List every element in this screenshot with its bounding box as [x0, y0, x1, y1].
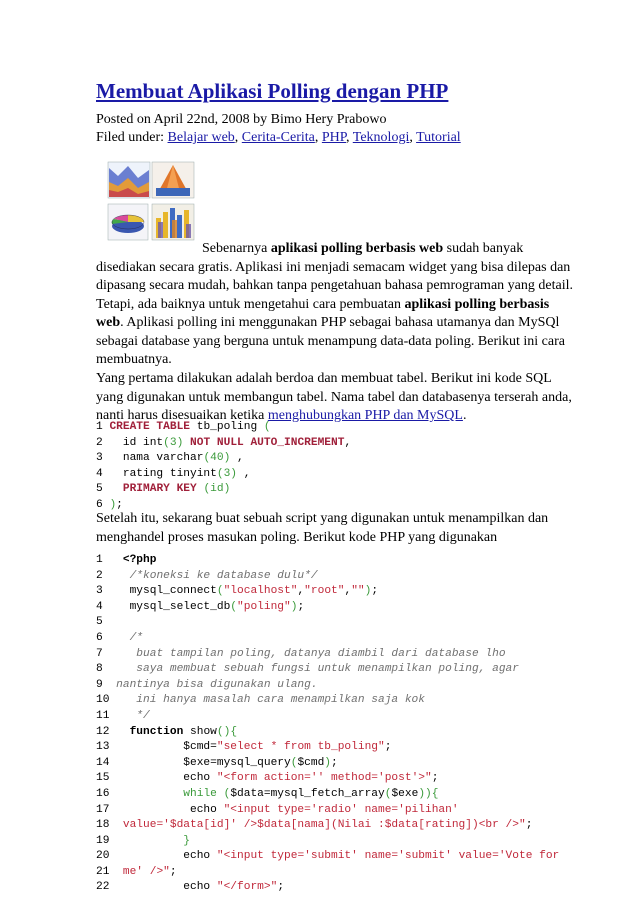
code-token: tb_poling: [190, 421, 264, 433]
code-token: "poling": [237, 600, 291, 613]
line-number: 6: [96, 498, 110, 511]
text: sudah banyak: [443, 241, 524, 256]
code-token: ,: [344, 436, 352, 449]
line-number: 19: [96, 834, 117, 847]
code-token: "root": [304, 585, 345, 598]
line-number: 4: [96, 600, 117, 613]
code-line: [96, 756, 559, 772]
code-token: ;: [525, 819, 533, 832]
category-link-belajar-web[interactable]: Belajar web: [167, 130, 235, 145]
code-token: value='$data[id]' />$data[nama](Nilai :$data[rating])<br />": [116, 819, 526, 832]
code-token: ,: [297, 585, 305, 598]
bold-text: aplikasi polling berbasis web: [270, 241, 444, 256]
code-token: ;: [169, 865, 177, 878]
code-token: /*: [116, 631, 144, 644]
para-line: Yang pertama dilakukan adalah berdoa dan membuat tabel. Berikut ini kode SQL: [96, 371, 552, 386]
code-token: [116, 554, 123, 566]
code-line: [96, 834, 559, 850]
script-paragraph: [96, 510, 549, 547]
filed-under-label: Filed under:: [96, 130, 168, 145]
code-token: mysql_select_db: [116, 600, 231, 613]
code-token: /*koneksi ke database dulu*/: [116, 569, 318, 582]
line-number: 10: [96, 694, 117, 707]
line-number: 18: [96, 819, 117, 832]
pie-chart-thumb: [108, 204, 148, 240]
category-separator: ,: [314, 130, 322, 145]
line-number: 22: [96, 881, 117, 894]
category-separator: ,: [346, 130, 353, 145]
line-number: 5: [96, 616, 117, 629]
code-token: (3): [216, 467, 238, 480]
text: .: [462, 408, 467, 423]
text: Sebenarnya: [202, 241, 271, 256]
category-separator: ,: [234, 130, 242, 145]
line-number: 16: [96, 787, 117, 800]
code-line: [96, 584, 559, 600]
line-number: 17: [96, 803, 117, 816]
code-token: echo: [116, 803, 224, 816]
code-token: CREATE TABLE: [109, 421, 191, 433]
code-token: (: [216, 585, 224, 598]
line-number: 6: [96, 631, 117, 644]
code-token: ,: [237, 467, 251, 480]
code-token: */: [116, 709, 150, 722]
line-number: 2: [96, 569, 117, 582]
code-token: ): [290, 600, 298, 613]
intro-line: [96, 296, 550, 315]
para-line: Setelah itu, sekarang buat sebuah script yang digunakan untuk menampilkan dan: [96, 511, 549, 526]
code-token: rating tinyint: [109, 467, 217, 480]
code-line: [96, 865, 559, 881]
code-line: [96, 709, 559, 725]
code-token: NOT NULL AUTO_INCREMENT: [190, 436, 345, 449]
bold-text: aplikasi polling berbasis: [404, 296, 550, 312]
polling-charts-image: [106, 158, 196, 244]
code-token: (: [384, 787, 392, 800]
code-line: [96, 787, 559, 803]
intro-line: membuatnya.: [96, 352, 172, 367]
code-token: (: [263, 421, 271, 433]
line-number: 2: [96, 436, 110, 449]
code-token: (: [290, 756, 298, 769]
code-line: [96, 436, 351, 452]
code-token: [116, 726, 129, 738]
code-token: ;: [297, 600, 305, 613]
code-token: $exe=mysql_query: [116, 756, 291, 769]
text: . Aplikasi polling ini menggunakan PHP sebagai bahasa utamanya dan MySQl: [120, 315, 560, 330]
para-line: yang digunakan untuk membangun tabel. Nama tabel dan databasenya terserah anda,: [96, 389, 572, 405]
code-token: saya membuat sebuah fungsi untuk menampilkan poling, agar: [116, 663, 519, 676]
code-token: [116, 788, 183, 800]
category-link-cerita-cerita[interactable]: Cerita-Cerita: [241, 130, 315, 145]
line-number: 1: [96, 554, 117, 566]
code-token: [217, 788, 224, 800]
line-number: 12: [96, 725, 117, 738]
code-line: [96, 615, 559, 631]
code-token: $exe: [391, 787, 419, 800]
code-token: "<input type='submit' name='submit' value='Vote for: [216, 850, 560, 863]
code-token: ;: [371, 585, 379, 598]
code-line: [96, 849, 559, 865]
code-line: [96, 647, 559, 663]
code-line: [96, 467, 351, 483]
intro-line: dipasang secara mudah, bahkan tanpa pengetahuan bahasa pemrograman yang detail.: [96, 278, 573, 293]
code-token: (){: [216, 725, 238, 738]
code-token: "<input type='radio' name='pilihan': [223, 803, 459, 816]
sql-code-block: [96, 420, 351, 514]
code-line: [96, 482, 351, 498]
code-line: [96, 771, 559, 787]
category-separator: ,: [409, 130, 417, 145]
code-token: id int: [109, 436, 164, 449]
code-token: <?php: [122, 554, 157, 566]
link-menghubungkan-php-mysql[interactable]: menghubungkan PHP dan MySQL: [267, 408, 463, 423]
code-token: )){: [418, 787, 439, 800]
line-number: 4: [96, 467, 110, 480]
code-line: [96, 600, 559, 616]
code-line: [96, 678, 559, 694]
code-token: buat tampilan poling, datanya diambil dari database lho: [116, 647, 506, 660]
code-token: ;: [384, 741, 392, 754]
code-token: ;: [116, 498, 123, 511]
code-token: ): [324, 756, 332, 769]
intro-line: [96, 314, 560, 333]
code-token: ;: [431, 772, 439, 785]
code-token: show: [183, 725, 217, 738]
code-token: echo: [116, 881, 217, 894]
code-token: function: [129, 725, 184, 738]
code-token: "</form>": [216, 881, 278, 894]
code-token: (40): [203, 452, 231, 465]
code-token: $cmd=: [116, 741, 217, 754]
code-token: nantinya bisa digunakan ulang.: [116, 678, 318, 691]
code-token: }: [183, 834, 191, 847]
code-line: [96, 725, 559, 741]
intro-line: disediakan secara gratis. Aplikasi ini menjadi semacam widget yang bisa dilepas dan: [96, 259, 571, 275]
code-token: nama varchar: [109, 452, 204, 465]
code-token: (: [223, 787, 231, 800]
post-meta-posted: Posted on April 22nd, 2008 by Bimo Hery Prabowo: [96, 112, 387, 127]
code-token: $cmd: [297, 756, 325, 769]
line-number: 21: [96, 865, 117, 878]
code-line: [96, 740, 559, 756]
code-token: ;: [277, 881, 285, 894]
line-number: 8: [96, 663, 117, 676]
category-link-tutorial[interactable]: Tutorial: [416, 130, 461, 145]
code-token: "localhost": [223, 585, 298, 598]
code-token: $data=mysql_fetch_array: [230, 787, 385, 800]
line-number: 9: [96, 678, 117, 691]
line-number: 11: [96, 709, 117, 722]
code-token: me' />": [116, 865, 170, 878]
intro-line: [96, 240, 546, 259]
code-line: [96, 451, 351, 467]
code-line: [96, 803, 559, 819]
code-line: [96, 693, 559, 709]
code-line: [96, 553, 559, 569]
table-paragraph: [96, 370, 572, 426]
code-token: (: [230, 600, 238, 613]
code-line: [96, 420, 351, 436]
code-token: echo: [116, 850, 217, 863]
code-token: ,: [344, 585, 352, 598]
code-token: ): [109, 498, 117, 511]
code-line: [96, 662, 559, 678]
area-chart-thumb: [108, 162, 150, 198]
line-number: 1: [96, 421, 110, 433]
code-line: [96, 569, 559, 585]
text: nanti harus disesuaikan ketika: [96, 408, 268, 423]
code-line: [96, 818, 559, 834]
code-line: [96, 880, 559, 896]
code-token: ): [364, 585, 372, 598]
code-token: ,: [230, 452, 244, 465]
line-number: 7: [96, 647, 117, 660]
line-number: 15: [96, 772, 117, 785]
code-token: [116, 835, 183, 847]
code-token: PRIMARY KEY: [122, 483, 197, 496]
code-token: (3): [163, 436, 184, 449]
code-token: (id): [203, 483, 231, 496]
code-token: echo: [116, 772, 217, 785]
code-token: [109, 483, 122, 495]
code-token: "select * from tb_poling": [216, 741, 385, 754]
code-token: "": [351, 585, 365, 598]
code-token: ini hanya masalah cara menampilkan saja kok: [116, 694, 425, 707]
code-token: "<form action='' method='post'>": [216, 772, 432, 785]
code-token: ;: [331, 756, 338, 769]
line-number: 20: [96, 850, 117, 863]
code-line: [96, 631, 559, 647]
pyramid-chart-thumb: [152, 162, 194, 198]
category-link-teknologi[interactable]: Teknologi: [352, 130, 410, 145]
intro-paragraph: [96, 240, 573, 370]
category-link-php[interactable]: PHP: [321, 130, 347, 145]
text: Tetapi, ada baiknya untuk mengetahui cara pembuatan: [96, 296, 405, 312]
bold-text: web: [96, 315, 121, 330]
bar3d-chart-thumb: [152, 204, 194, 240]
line-number: 3: [96, 585, 117, 598]
php-code-block: [96, 553, 559, 896]
post-title[interactable]: Membuat Aplikasi Polling dengan PHP: [96, 79, 449, 103]
line-number: 13: [96, 741, 117, 754]
para-line: menghandel proses masukan poling. Berikut kode PHP yang digunakan: [96, 529, 498, 545]
post-meta-categories: [96, 129, 461, 147]
line-number: 14: [96, 756, 117, 769]
code-token: while: [183, 787, 217, 800]
line-number: 5: [96, 483, 110, 496]
code-token: mysql_connect: [116, 585, 217, 598]
line-number: 3: [96, 452, 110, 465]
intro-line: sebagai database yang berguna untuk menampung data-data poling. Berikut ini cara: [96, 333, 565, 349]
